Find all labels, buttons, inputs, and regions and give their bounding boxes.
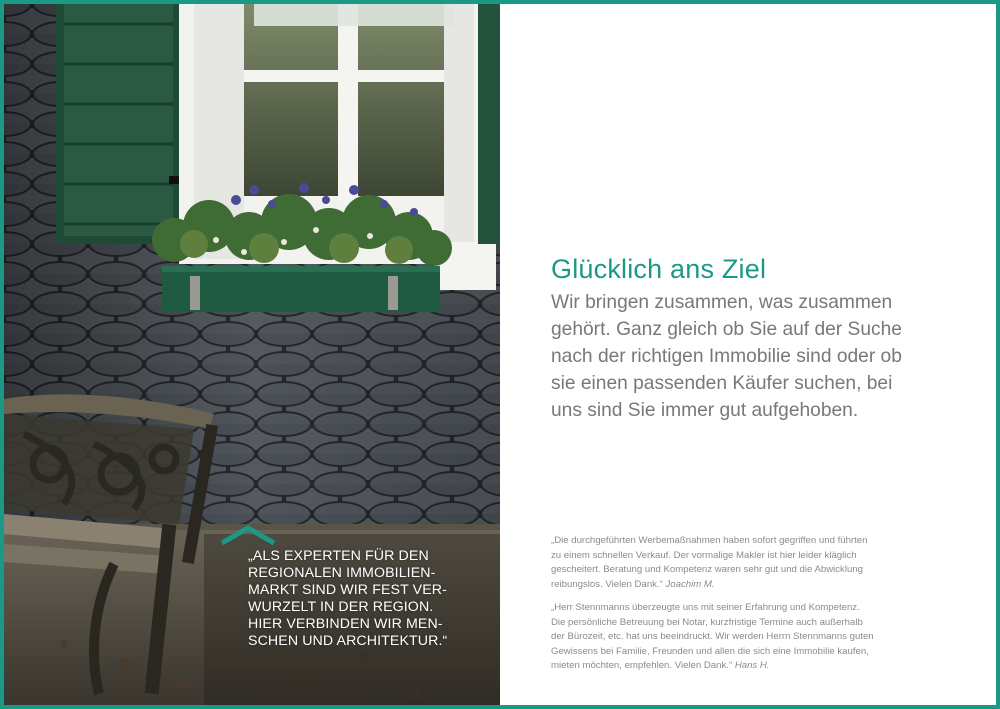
photo-quote: „ALS EXPERTEN FÜR DEN REGIONALEN IMMOBILIEN- MARKT SIND WIR FEST VER- WURZELT IN DER REGION. HIER VERBINDEN WIR MEN- SCHEN UND ARCHITEKTUR.“ xyxy=(248,548,448,649)
house-photo xyxy=(4,4,500,705)
testimonial-2 xyxy=(551,601,911,674)
page-title: Glücklich ans Ziel xyxy=(551,254,767,284)
chevron-up-icon xyxy=(218,523,278,545)
testimonial-author: Hans H. xyxy=(734,660,770,671)
testimonial-text: „Die durchgeführten Werbemaßnahmen haben sofort gegriffen und führten zu einem schnellen Verkauf. Der vormalige Makler ist hier leider kläglich gescheitert. Beratung und Kompetenz waren sehr gut und die Abwicklung reibungslos. Vielen Dank.“ xyxy=(551,535,868,590)
testimonial-1 xyxy=(551,534,911,592)
testimonial-text: „Herr Stennmanns überzeugte uns mit seiner Erfahrung und Kompetenz. Die persönliche Betreuung bei Notar, kurzfristige Termine auch außerhalb der Bürozeit, etc. hat uns beeindruckt. Wir werden Herrn Stennmanns guten Gewissens bei Familie, Freunden und allen die sich eine Immobilie kaufen, mieten möchten, empfehlen. Vielen Dank.“ xyxy=(551,602,874,671)
left-shutter xyxy=(56,4,191,244)
testimonial-author: Joachim M. xyxy=(665,578,715,590)
content-panel xyxy=(504,4,996,705)
lead-paragraph: Wir bringen zusammen, was zusammen gehört. Ganz gleich ob Sie auf der Suche nach der richtigen Immobilie sind oder ob sie einen passenden Käufer suchen, bei uns sind Sie immer gut aufgehoben. xyxy=(551,292,902,421)
